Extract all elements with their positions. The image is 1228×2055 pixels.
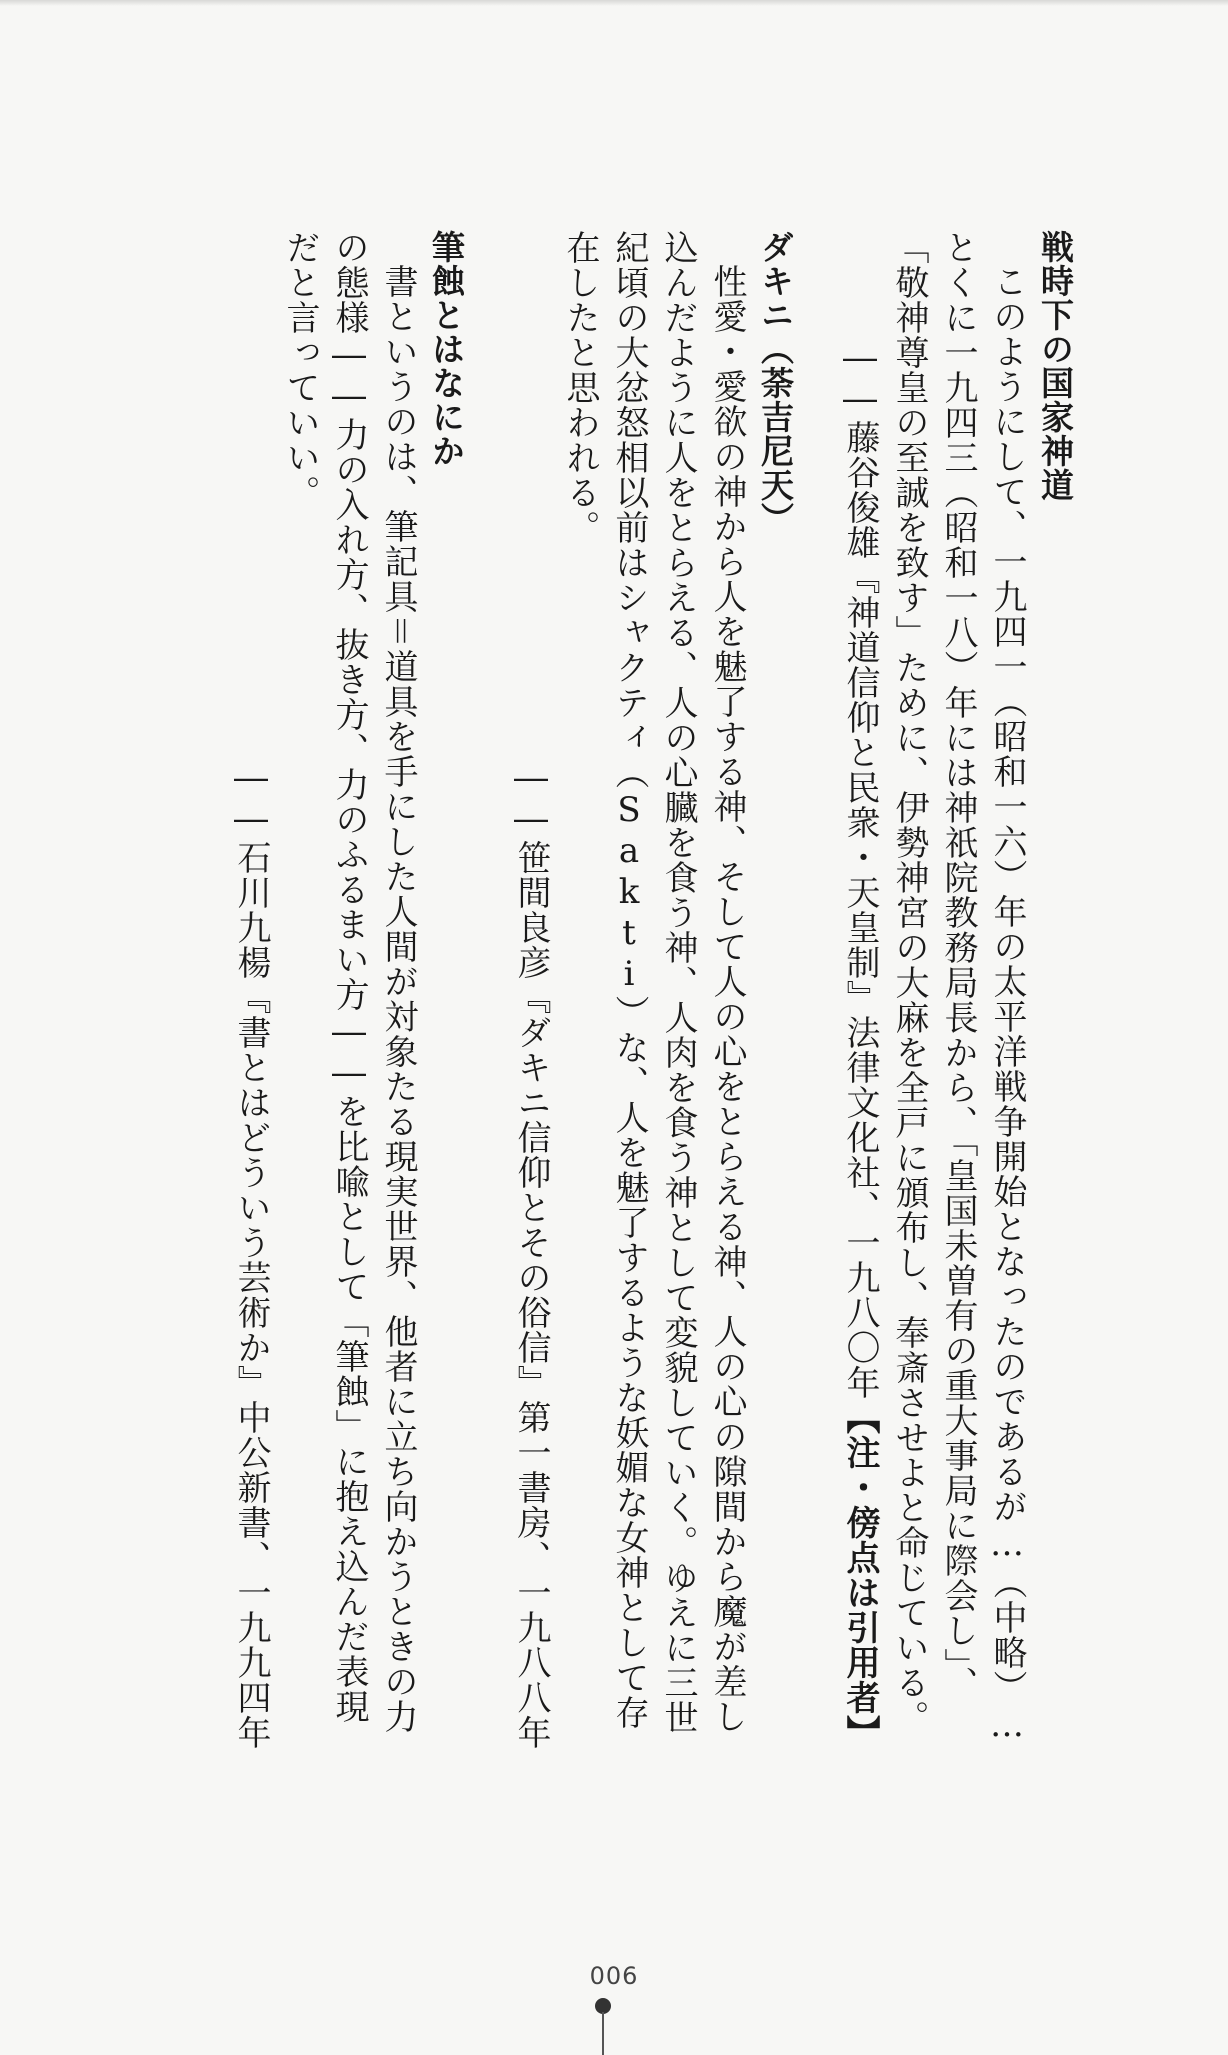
quote-dakini: 性愛・愛欲の神から人を魅了する神、そして人の心をとらえる神、人の心の隙間から魔が差し込んだように人をとらえる、人の心臓を食う神、人肉を食う神として変貌していく。ゆえに三世紀頃の大忿怒相以前はシャクティ（Sakti）な、人を魅了するような妖媚な女神として存在したと思われる。 [560,230,747,1735]
quote-body: このようにして、一九四一（昭和一六）年の太平洋戦争開始となったのであるが…（中略）…とくに一九四三（昭和一八）年には神祇院教務局長から、「皇国未曽有の重大事局に際会し」、「敬神尊皇の至誠を致す」ために、伊勢神宮の大麻を全戸に頒布し、奉斎させよと命じている。 [889,230,1027,1746]
section-heading-dakini: ダキニ（荼吉尼天） [756,230,795,536]
citation-ishikawa: ――石川九楊『書とはどういう芸術か』中公新書、一九九四年 [231,758,271,1750]
quote-wartime-shinto [884,230,1031,1750]
citation-note: 【注・傍点は引用者】 [840,1400,880,1750]
citation-fujitani [835,230,884,1750]
page-top-edge [0,0,1228,6]
citation-text: ――藤谷俊雄『神道信仰と民衆・天皇制』法律文化社、一九八〇年 [840,338,880,1400]
vertical-text-body [150,230,1080,1750]
section-heading-wartime-shinto: 戦時下の国家神道 [1036,230,1075,502]
page-number: 006 [589,1962,639,1990]
quote-hisshoku: 書というのは、筆記具＝道具を手にした人間が対象たる現実世界、他者に立ち向かうときの力の態様――力の入れ方、抜き方、力のふるまい方――を比喩として「筆蝕」に抱え込んだ表現だと言っていい。 [280,230,418,1734]
page-marker-line [602,2012,604,2055]
citation-sasama: ――笹間良彦『ダキニ信仰とその俗信』第一書房、一九八八年 [511,758,551,1750]
section-heading-hisshoku: 筆蝕とはなにか [427,230,466,468]
